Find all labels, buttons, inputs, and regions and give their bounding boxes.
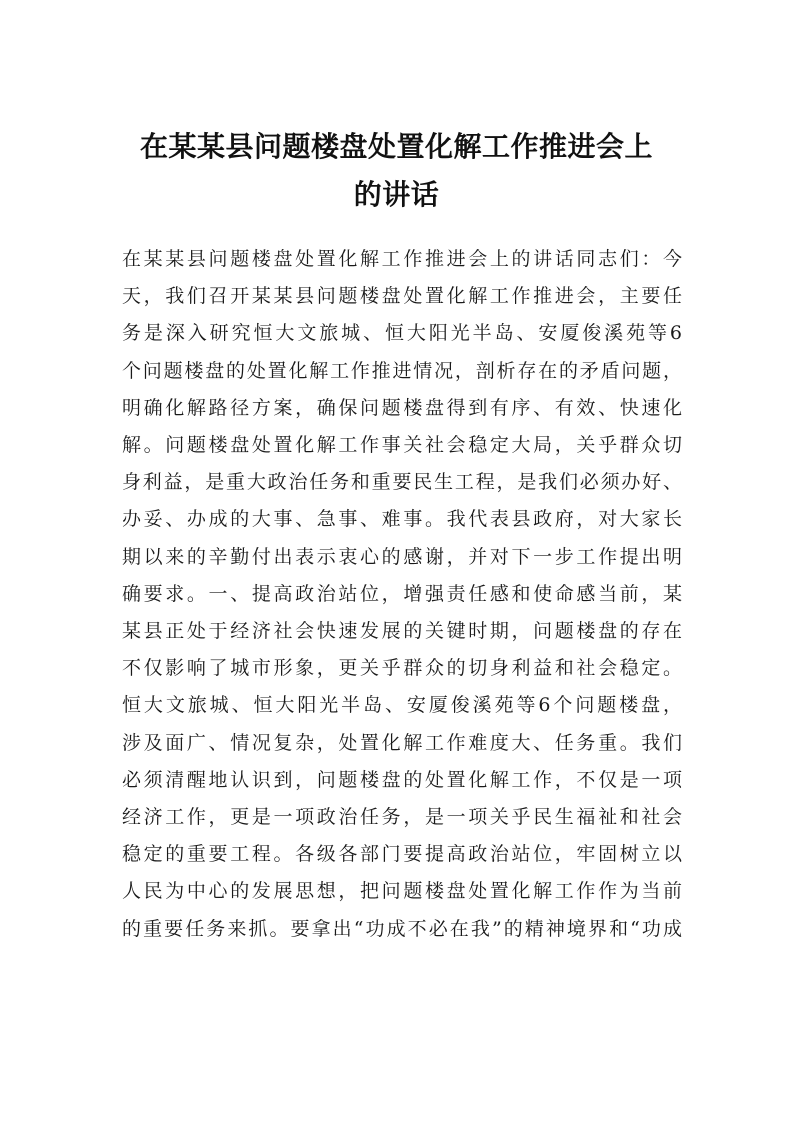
- document-title-line-1: 在某某县问题楼盘处置化解工作推进会上: [139, 130, 653, 163]
- body-line-13: 恒大文旅城、恒大阳光半岛、安厦俊溪苑等6个问题楼盘，: [122, 694, 682, 716]
- body-line-19: 的重要任务来抓。要拿出“功成不必在我”的精神境界和“功成: [122, 918, 682, 940]
- body-line-16: 经济工作，更是一项政治任务，是一项关乎民生福祉和社会: [122, 806, 682, 828]
- body-line-17: 稳定的重要工程。各级各部门要提高政治站位，牢固树立以: [122, 843, 682, 865]
- body-line-14: 涉及面广、情况复杂，处置化解工作难度大、任务重。我们: [122, 732, 682, 754]
- body-line-3: 务是深入研究恒大文旅城、恒大阳光半岛、安厦俊溪苑等6: [122, 322, 682, 344]
- body-line-2: 天，我们召开某某县问题楼盘处置化解工作推进会，主要任: [122, 285, 682, 307]
- body-line-5: 明确化解路径方案，确保问题楼盘得到有序、有效、快速化: [122, 397, 682, 419]
- body-line-10: 确要求。一、提高政治站位，增强责任感和使命感当前，某: [122, 583, 682, 605]
- body-line-18: 人民为中心的发展思想，把问题楼盘处置化解工作作为当前: [122, 880, 682, 902]
- document-title-line-2: 的讲话: [353, 178, 440, 211]
- body-line-4: 个问题楼盘的处置化解工作推进情况，剖析存在的矛盾问题，: [122, 360, 682, 382]
- body-line-6: 解。问题楼盘处置化解工作事关社会稳定大局，关乎群众切: [122, 434, 682, 456]
- body-line-8: 办妥、办成的大事、急事、难事。我代表县政府，对大家长: [122, 508, 682, 530]
- body-line-12: 不仅影响了城市形象，更关乎群众的切身利益和社会稳定。: [122, 657, 682, 679]
- body-line-11: 某县正处于经济社会快速发展的关键时期，问题楼盘的存在: [122, 620, 682, 642]
- body-line-9: 期以来的辛勤付出表示衷心的感谢，并对下一步工作提出明: [122, 546, 682, 568]
- body-line-7: 身利益，是重大政治任务和重要民生工程，是我们必须办好、: [122, 471, 682, 493]
- body-line-15: 必须清醒地认识到，问题楼盘的处置化解工作，不仅是一项: [122, 769, 682, 791]
- body-line-1: 在某某县问题楼盘处置化解工作推进会上的讲话同志们：今: [122, 248, 682, 270]
